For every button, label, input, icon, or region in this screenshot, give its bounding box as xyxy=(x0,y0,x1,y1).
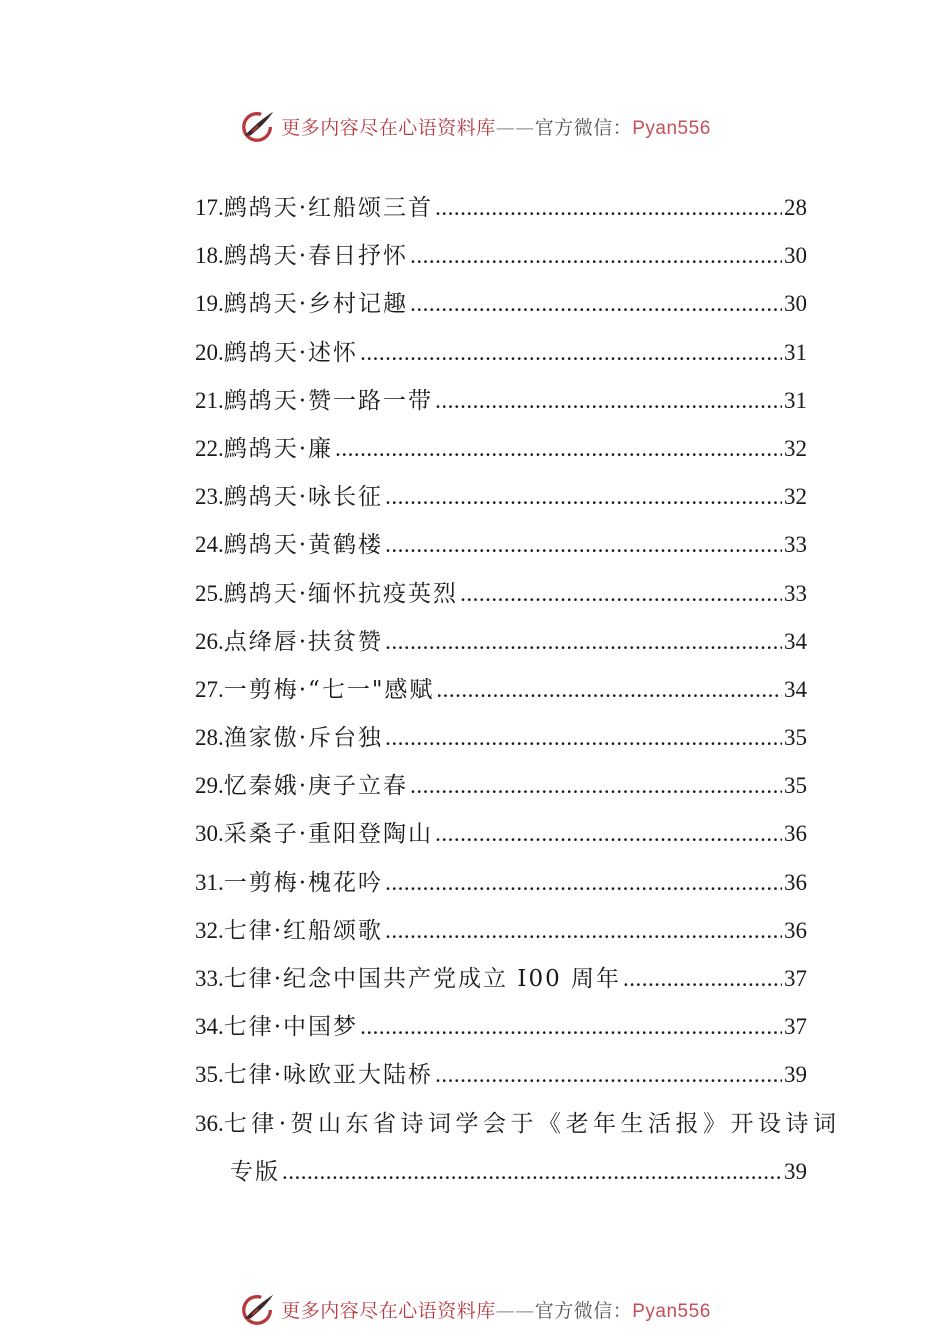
toc-entry-page: 34 xyxy=(784,628,807,654)
toc-entry-number: 21. xyxy=(195,387,224,413)
toc-entry[interactable] xyxy=(195,232,807,280)
toc-entry[interactable] xyxy=(195,1100,841,1148)
toc-entry-page: 36 xyxy=(784,869,807,895)
table-of-contents xyxy=(195,184,841,1196)
toc-entry-number: 27. xyxy=(195,676,224,702)
toc-leader-dots xyxy=(385,473,782,521)
toc-entry-title: 七律·红船颂歌 xyxy=(223,917,384,944)
toc-entry-title: 忆秦娥·庚子立春 xyxy=(223,773,409,800)
toc-entry-page: 39 xyxy=(784,1062,807,1088)
toc-entry-title: 七律·贺山东省诗词学会于《老年生活报》开设诗词 xyxy=(223,1110,841,1137)
banner-main: 更多内容尽在心语资料库 xyxy=(281,116,496,139)
toc-leader-dots xyxy=(385,907,782,955)
toc-leader-dots xyxy=(385,521,782,569)
toc-entry-number: 19. xyxy=(195,291,224,317)
toc-entry-page: 30 xyxy=(784,243,807,269)
toc-entry-number: 32. xyxy=(195,917,224,943)
toc-entry-page: 31 xyxy=(784,387,807,413)
toc-entry[interactable] xyxy=(195,955,807,1003)
banner-dash: —— xyxy=(495,116,535,139)
toc-leader-dots xyxy=(435,184,782,232)
toc-leader-dots xyxy=(435,377,782,425)
toc-entry[interactable] xyxy=(195,907,807,955)
banner-label: 官方微信： xyxy=(534,1299,633,1322)
toc-entry-number: 26. xyxy=(195,628,224,654)
toc-entry-number: 30. xyxy=(195,821,224,847)
toc-entry-title: 渔家傲·斥台独 xyxy=(223,725,384,752)
toc-entry[interactable] xyxy=(195,280,807,328)
toc-entry-title: 采桑子·重阳登陶山 xyxy=(223,821,434,848)
toc-entry-title: 鹧鸪天·述怀 xyxy=(223,339,359,366)
toc-entry[interactable] xyxy=(195,377,807,425)
toc-entry-number: 29. xyxy=(195,773,224,799)
toc-entry[interactable] xyxy=(195,714,807,762)
toc-leader-dots xyxy=(435,810,782,858)
toc-leader-dots xyxy=(335,425,782,473)
banner-label: 官方微信： xyxy=(534,116,633,139)
toc-entry-number: 35. xyxy=(195,1062,224,1088)
toc-entry-page: 33 xyxy=(784,580,807,606)
banner-dash: —— xyxy=(495,1299,535,1322)
toc-entry-page: 35 xyxy=(784,773,807,799)
toc-leader-dots xyxy=(623,955,782,1003)
toc-entry-title: 七律·纪念中国共产党成立 I00 周年 xyxy=(223,966,622,992)
toc-leader-dots xyxy=(410,232,782,280)
banner-text xyxy=(281,1296,711,1323)
toc-entry-title: 鹧鸪天·春日抒怀 xyxy=(223,243,409,270)
toc-entry[interactable] xyxy=(195,762,807,810)
toc-leader-dots xyxy=(360,329,782,377)
toc-entry[interactable] xyxy=(195,618,807,666)
toc-leader-dots xyxy=(282,1148,782,1196)
toc-entry-page: 31 xyxy=(784,339,807,365)
toc-entry-continuation[interactable] xyxy=(195,1148,807,1196)
toc-entry-number: 17. xyxy=(195,195,224,220)
toc-entry-number: 24. xyxy=(195,532,224,558)
toc-entry-number: 31. xyxy=(195,869,224,895)
toc-entry-title: 专版 xyxy=(230,1158,280,1185)
toc-entry-title: 鹧鸪天·赞一路一带 xyxy=(223,387,434,414)
toc-entry-number: 22. xyxy=(195,435,224,461)
toc-entry-page: 37 xyxy=(784,966,807,991)
toc-entry-page: 32 xyxy=(784,484,807,510)
toc-leader-dots xyxy=(385,618,782,666)
toc-leader-dots xyxy=(385,714,782,762)
toc-entry-page: 30 xyxy=(784,291,807,317)
toc-entry[interactable] xyxy=(195,859,807,907)
toc-entry-title: 鹧鸪天·乡村记趣 xyxy=(223,291,409,318)
toc-entry[interactable] xyxy=(195,329,807,377)
toc-entry-title: 七律·中国梦 xyxy=(223,1014,359,1041)
toc-entry[interactable] xyxy=(195,1003,807,1051)
banner-wechat-id: Pyan556 xyxy=(632,117,711,139)
toc-entry[interactable] xyxy=(195,425,807,473)
toc-entry-title: 鹧鸪天·红船颂三首 xyxy=(223,195,434,221)
toc-entry-number: 18. xyxy=(195,243,224,269)
footer-banner xyxy=(0,1289,950,1329)
banner-wechat-id: Pyan556 xyxy=(632,1300,711,1322)
toc-leader-dots xyxy=(360,1003,782,1051)
toc-leader-dots xyxy=(410,762,782,810)
toc-entry-title: 鹧鸪天·缅怀抗疫英烈 xyxy=(223,580,459,607)
toc-entry-number: 33. xyxy=(195,966,224,991)
toc-entry-page: 32 xyxy=(784,435,807,461)
toc-entry-page: 39 xyxy=(784,1158,807,1184)
toc-entry-number: 20. xyxy=(195,339,224,365)
banner-text xyxy=(281,113,711,140)
brush-logo-icon xyxy=(239,1290,277,1328)
toc-entry-page: 35 xyxy=(784,725,807,751)
toc-entry[interactable] xyxy=(195,666,807,714)
toc-entry-page: 37 xyxy=(784,1014,807,1040)
toc-entry[interactable] xyxy=(195,1051,807,1099)
toc-entry-title: 一剪梅·“七一"感赋 xyxy=(223,676,435,703)
toc-entry-page: 34 xyxy=(784,676,807,702)
toc-entry-page: 28 xyxy=(784,195,807,220)
toc-entry[interactable] xyxy=(195,184,807,232)
toc-entry-number: 23. xyxy=(195,484,224,510)
toc-entry-title: 鹧鸪天·咏长征 xyxy=(223,484,384,511)
toc-entry-page: 36 xyxy=(784,821,807,847)
brush-logo-icon xyxy=(239,107,277,145)
toc-entry-number: 28. xyxy=(195,725,224,751)
toc-leader-dots xyxy=(436,666,782,714)
toc-leader-dots xyxy=(435,1051,782,1099)
toc-entry-page: 33 xyxy=(784,532,807,558)
toc-entry-title: 一剪梅·槐花吟 xyxy=(223,869,384,896)
toc-entry-number: 36. xyxy=(195,1110,224,1136)
toc-entry[interactable] xyxy=(195,810,807,858)
toc-entry[interactable] xyxy=(195,570,807,618)
banner-main: 更多内容尽在心语资料库 xyxy=(281,1299,496,1322)
toc-entry[interactable] xyxy=(195,473,807,521)
toc-entry[interactable] xyxy=(195,521,807,569)
toc-entry-title: 点绛唇·扶贫赞 xyxy=(223,628,384,655)
toc-leader-dots xyxy=(460,570,782,618)
header-banner xyxy=(0,106,950,146)
toc-entry-number: 25. xyxy=(195,580,224,606)
toc-leader-dots xyxy=(410,280,782,328)
toc-entry-page: 36 xyxy=(784,917,807,943)
toc-leader-dots xyxy=(385,859,782,907)
toc-entry-title: 鹧鸪天·廉 xyxy=(223,435,334,462)
toc-entry-number: 34. xyxy=(195,1014,224,1040)
toc-entry-title: 鹧鸪天·黄鹤楼 xyxy=(223,532,384,559)
toc-entry-title: 七律·咏欧亚大陆桥 xyxy=(223,1062,434,1089)
